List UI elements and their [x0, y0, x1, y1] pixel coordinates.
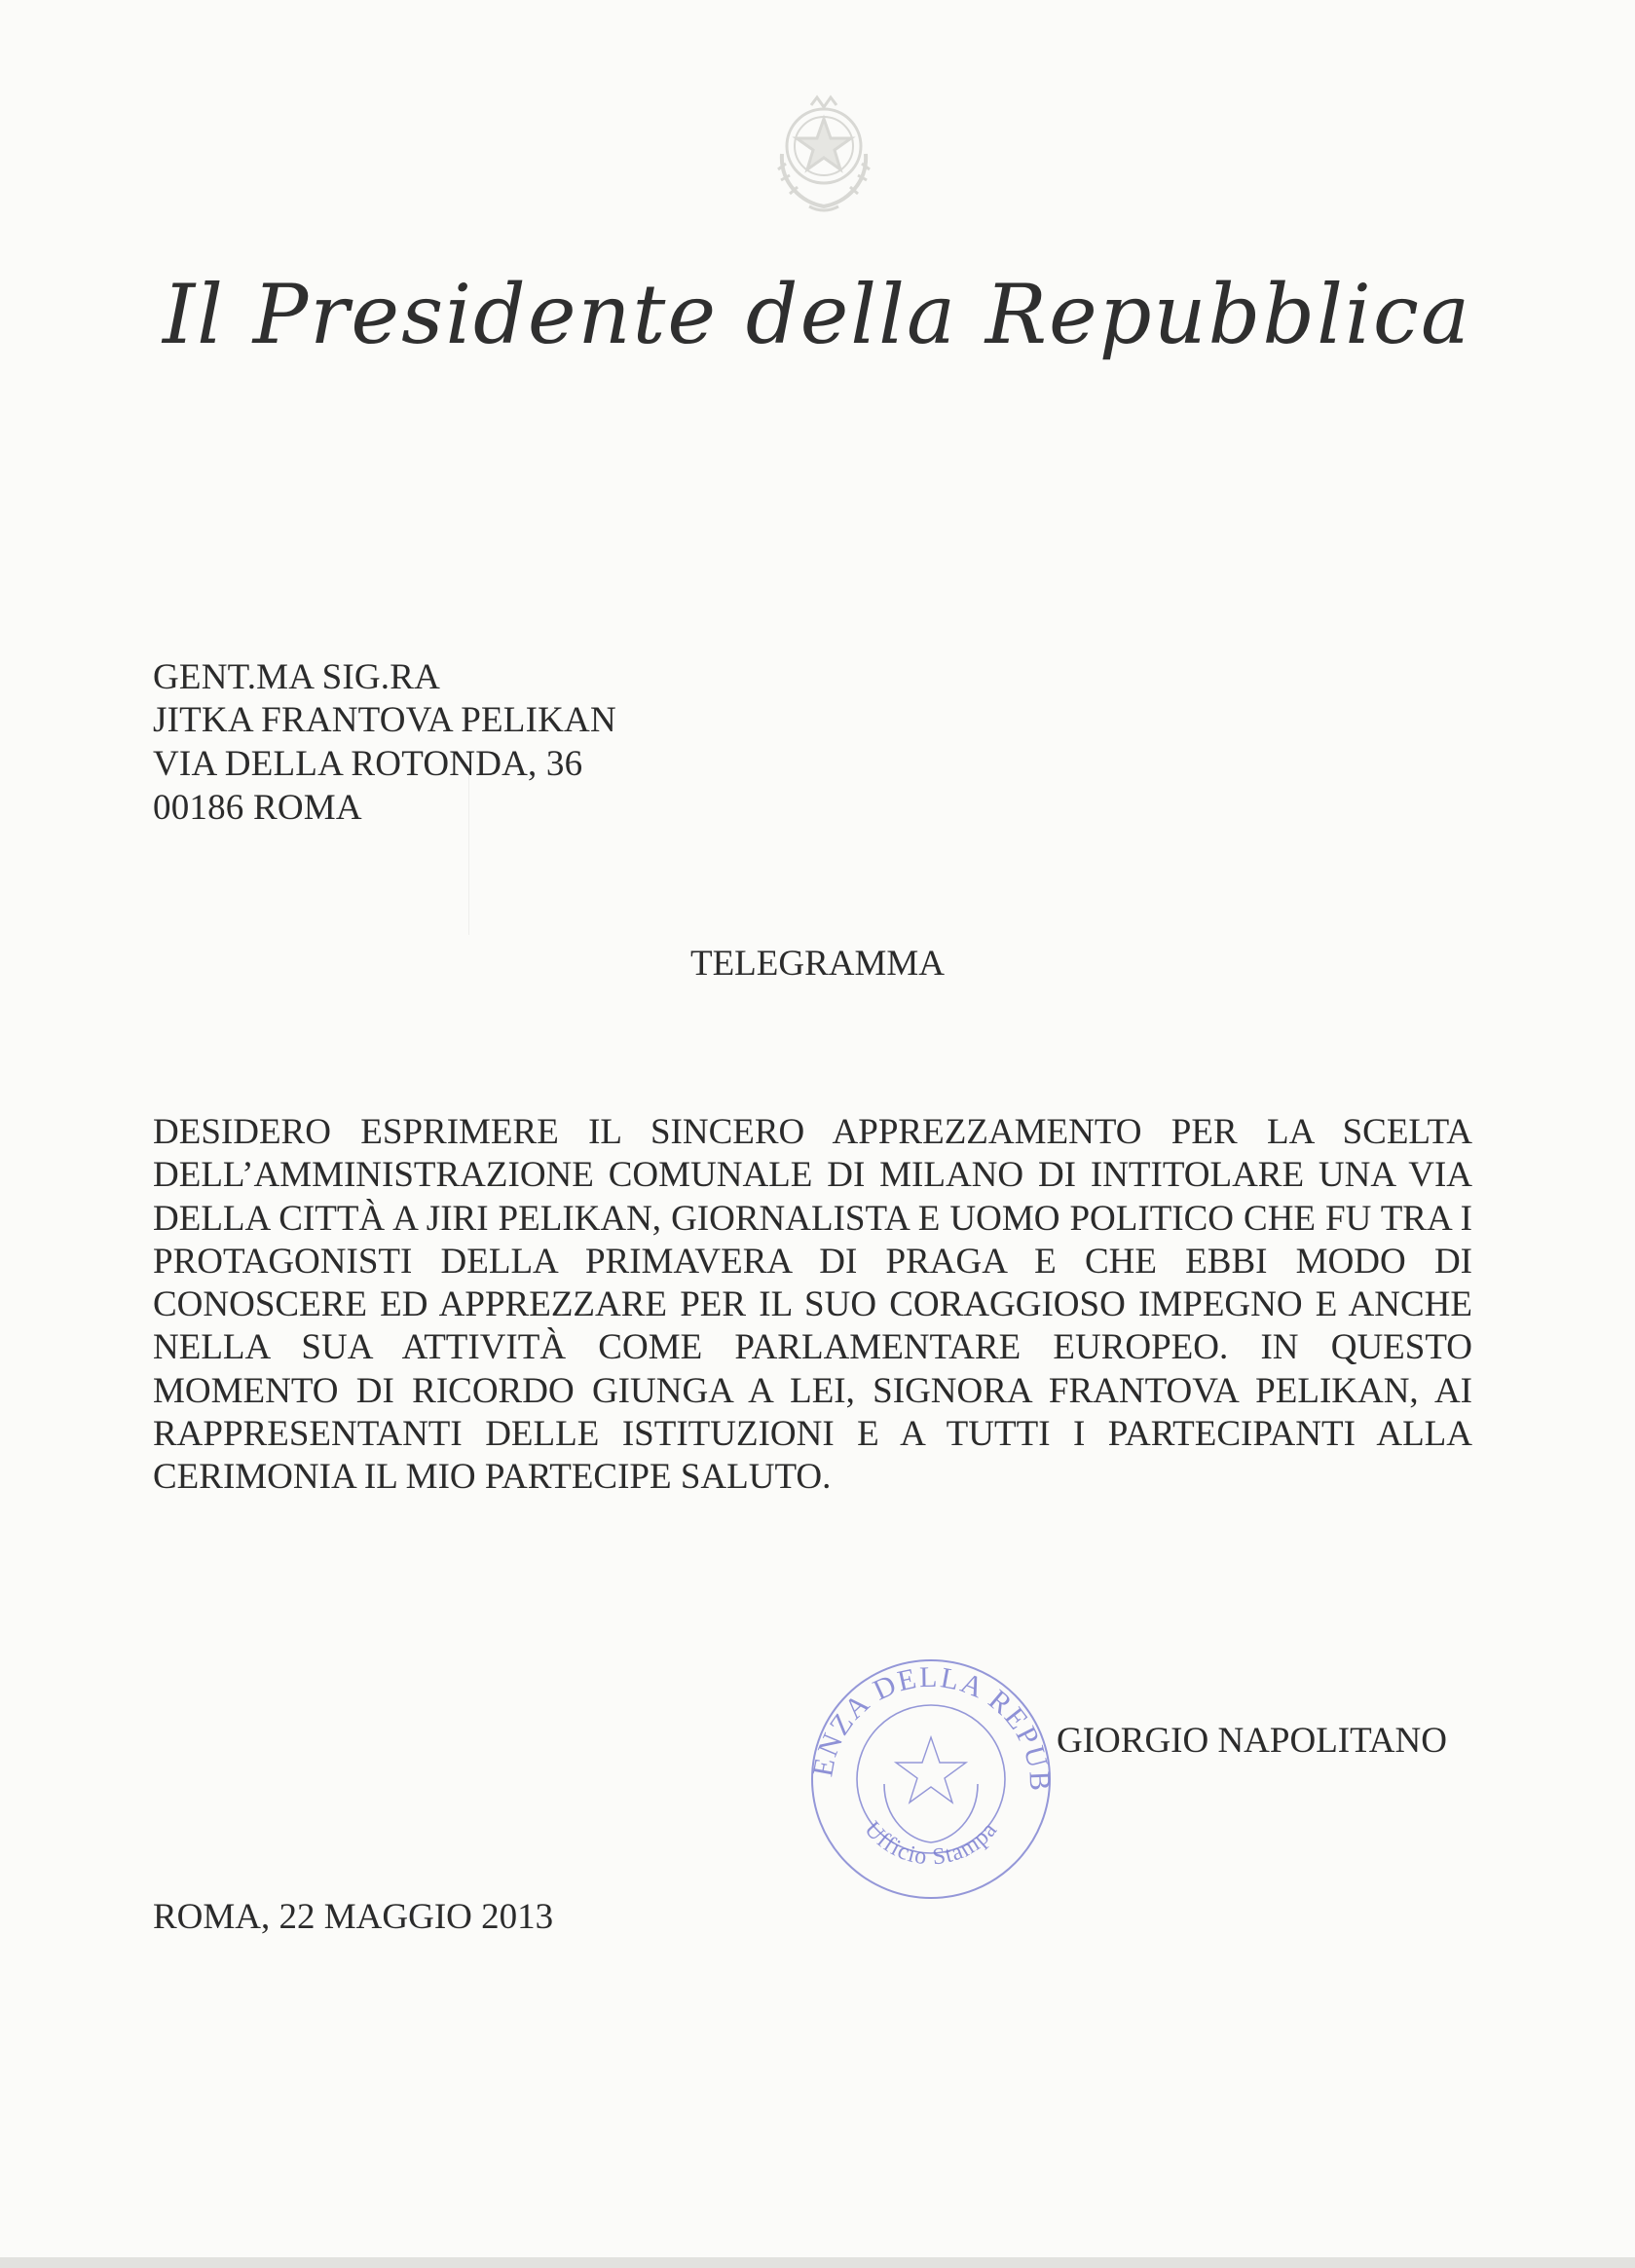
signature-name: GIORGIO NAPOLITANO — [1057, 1721, 1447, 1761]
office-stamp — [795, 1648, 1067, 1911]
emblem-icon — [753, 86, 895, 220]
svg-text:PRESIDENZA DELLA REPUBBLICA: ENZA DELLA REPUB — [806, 1660, 1057, 1794]
svg-text:- Ufficio Stampa -: Ufficio Stampa — [859, 1816, 1003, 1871]
document-title: TELEGRAMMA — [689, 944, 946, 984]
letterhead-title-text: Il Presidente della Repubblica — [162, 267, 1472, 362]
recipient-salutation: GENT.MA SIG.RA — [153, 657, 441, 697]
paper-bottom-edge — [0, 2257, 1635, 2268]
paper-crease — [468, 769, 469, 935]
date-line: ROMA, 22 MAGGIO 2013 — [153, 1897, 554, 1937]
telegram-body: DESIDERO ESPRIMERE IL SINCERO APPREZZAMENTO PER LA SCELTA DELL’AMMINISTRAZIONE COMUNALE DI MILANO DI INTITOLARE UNA VIA DELLA CITTÀ A JIRI PELIKAN, GIORNALISTA E UOMO POLITICO CHE FU TRA I PROTAGONISTI DELLA PRIMAVERA DI PRAGA E CHE EBBI MODO DI CONOSCERE ED APPREZZARE PER IL SUO CORAGGIOSO IMPEGNO E ANCHE NELLA SUA ATTIVITÀ COME PARLAMENTARE EUROPEO. IN QUESTO MOMENTO DI RICORDO GIUNGA A LEI, SIGNORA FRANTOVA PELIKAN, AI RAPPRESENTANTI DELLE ISTITUZIONI E A TUTTI I PARTECIPANTI ALLA CERIMONIA IL MIO PARTECIPE SALUTO. — [153, 1112, 1472, 1498]
recipient-street: VIA DELLA ROTONDA, 36 — [153, 744, 583, 784]
recipient-name: JITKA FRANTOVA PELIKAN — [153, 700, 616, 740]
recipient-city: 00186 ROMA — [153, 788, 362, 828]
letterhead-title — [0, 261, 1635, 397]
